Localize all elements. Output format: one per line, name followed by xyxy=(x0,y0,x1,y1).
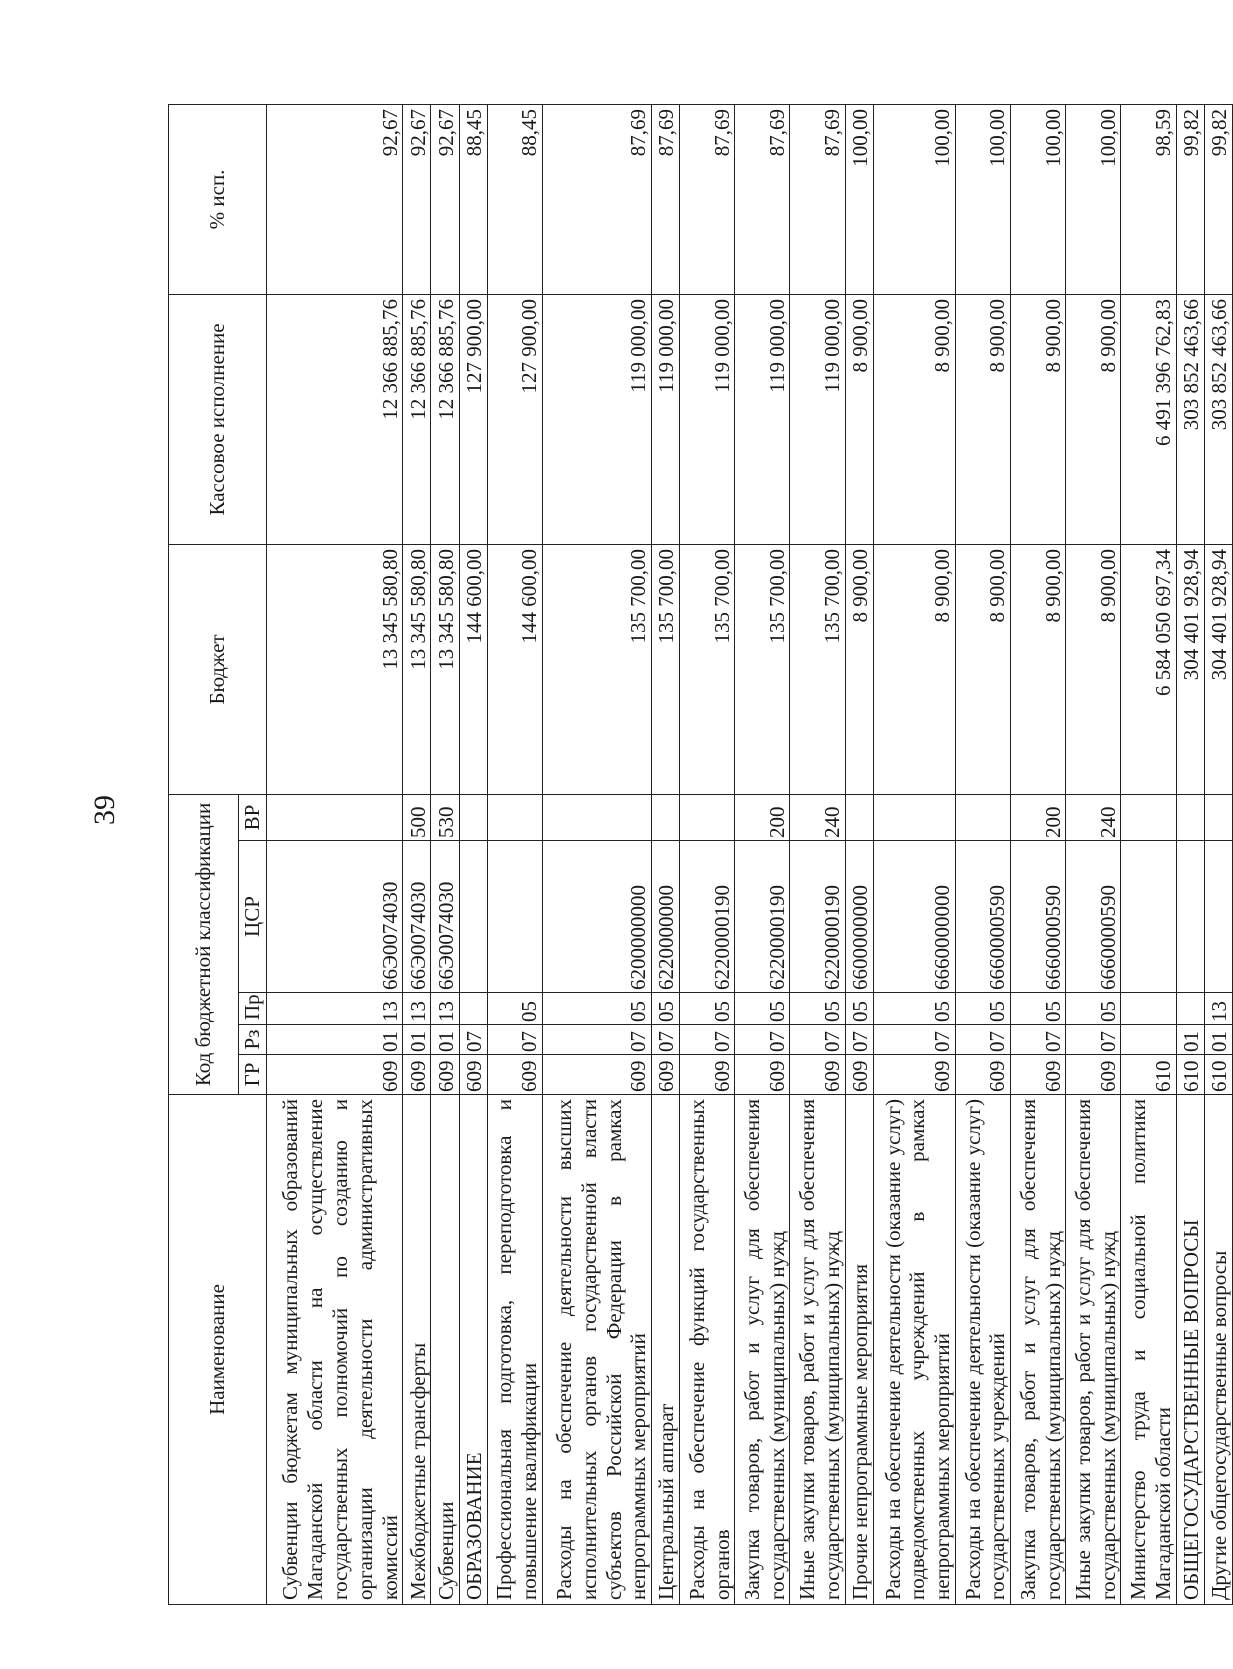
header-pct: % исп. xyxy=(169,104,267,294)
cell-rz: 01 xyxy=(431,1025,459,1055)
cell-pr: 05 xyxy=(542,993,651,1025)
cell-csr xyxy=(1121,841,1176,993)
cell-budget: 13 345 580,80 xyxy=(403,544,431,794)
cell-pr: 05 xyxy=(1011,993,1066,1025)
cell-csr: 6660000000 xyxy=(873,841,955,993)
cell-vr xyxy=(680,794,735,840)
page-number: 39 xyxy=(88,795,121,825)
cell-budget: 6 584 050 697,34 xyxy=(1121,544,1176,794)
cell-budget: 8 900,00 xyxy=(873,544,955,794)
table-row xyxy=(1176,104,1204,1604)
cell-vr xyxy=(955,794,1010,840)
table-row xyxy=(403,104,431,1604)
cell-cash: 127 900,00 xyxy=(459,294,487,544)
cell-budget: 13 345 580,80 xyxy=(267,544,403,794)
cell-name: Расходы на обеспечение функций государственных органов xyxy=(680,1095,735,1605)
cell-name: Закупка товаров, работ и услуг для обеспечения государственных (муниципальных) нужд xyxy=(735,1095,790,1605)
cell-pct: 87,69 xyxy=(790,104,845,294)
table-row xyxy=(955,104,1010,1604)
cell-name: Центральный аппарат xyxy=(652,1095,680,1605)
table-row xyxy=(680,104,735,1604)
cell-rz: 07 xyxy=(652,1025,680,1055)
cell-rz: 07 xyxy=(487,1025,542,1055)
cell-pct: 100,00 xyxy=(845,104,873,294)
cell-budget: 8 900,00 xyxy=(845,544,873,794)
cell-csr: 66Э0074030 xyxy=(267,841,403,993)
cell-pct: 87,69 xyxy=(542,104,651,294)
cell-csr: 6220000000 xyxy=(652,841,680,993)
cell-cash: 12 366 885,76 xyxy=(267,294,403,544)
cell-gr: 609 xyxy=(542,1055,651,1095)
cell-gr: 609 xyxy=(459,1055,487,1095)
table-row xyxy=(652,104,680,1604)
cell-cash: 6 491 396 762,83 xyxy=(1121,294,1176,544)
cell-cash: 8 900,00 xyxy=(873,294,955,544)
cell-pct: 87,69 xyxy=(652,104,680,294)
cell-pr xyxy=(1121,993,1176,1025)
cell-name: ОБЩЕГОСУДАРСТВЕННЫЕ ВОПРОСЫ xyxy=(1176,1095,1204,1605)
cell-rz: 07 xyxy=(1011,1025,1066,1055)
cell-csr: 6220000190 xyxy=(790,841,845,993)
cell-vr: 240 xyxy=(1066,794,1121,840)
cell-pct: 100,00 xyxy=(1066,104,1121,294)
cell-pr: 05 xyxy=(790,993,845,1025)
cell-pct: 88,45 xyxy=(459,104,487,294)
cell-vr xyxy=(1176,794,1204,840)
cell-budget: 144 600,00 xyxy=(459,544,487,794)
table-row xyxy=(1204,104,1232,1604)
cell-gr: 609 xyxy=(431,1055,459,1095)
cell-pr: 13 xyxy=(403,993,431,1025)
cell-name: Закупка товаров, работ и услуг для обеспечения государственных (муниципальных) нужд xyxy=(1011,1095,1066,1605)
cell-gr: 609 xyxy=(652,1055,680,1095)
cell-csr: 66Э0074030 xyxy=(403,841,431,993)
table-row xyxy=(845,104,873,1604)
cell-name: ОБРАЗОВАНИЕ xyxy=(459,1095,487,1605)
cell-csr: 6220000190 xyxy=(735,841,790,993)
cell-pr: 13 xyxy=(267,993,403,1025)
cell-pr: 13 xyxy=(1204,993,1232,1025)
table-row xyxy=(1011,104,1066,1604)
cell-budget: 8 900,00 xyxy=(955,544,1010,794)
cell-budget: 135 700,00 xyxy=(542,544,651,794)
cell-pr: 05 xyxy=(487,993,542,1025)
cell-csr xyxy=(487,841,542,993)
cell-rz: 07 xyxy=(1066,1025,1121,1055)
table-row xyxy=(459,104,487,1604)
cell-budget: 8 900,00 xyxy=(1011,544,1066,794)
table-row xyxy=(1066,104,1121,1604)
cell-csr: 6220000190 xyxy=(680,841,735,993)
cell-gr: 609 xyxy=(487,1055,542,1095)
cell-budget: 8 900,00 xyxy=(1066,544,1121,794)
cell-rz: 07 xyxy=(459,1025,487,1055)
header-code-group: Код бюджетной классификации xyxy=(169,794,239,1094)
cell-csr: 66Э0074030 xyxy=(431,841,459,993)
cell-gr: 610 xyxy=(1204,1055,1232,1095)
cell-cash: 8 900,00 xyxy=(1066,294,1121,544)
cell-vr xyxy=(487,794,542,840)
cell-gr: 609 xyxy=(873,1055,955,1095)
cell-cash: 119 000,00 xyxy=(790,294,845,544)
cell-vr xyxy=(652,794,680,840)
cell-pr: 05 xyxy=(680,993,735,1025)
cell-vr xyxy=(267,794,403,840)
cell-budget: 304 401 928,94 xyxy=(1204,544,1232,794)
table-row xyxy=(542,104,651,1604)
table-row xyxy=(431,104,459,1604)
cell-vr: 200 xyxy=(1011,794,1066,840)
cell-rz: 07 xyxy=(873,1025,955,1055)
cell-name: Министерство труда и социальной политики Магаданской области xyxy=(1121,1095,1176,1605)
cell-vr xyxy=(1204,794,1232,840)
header-rz: Рз xyxy=(239,1025,267,1055)
cell-pr: 05 xyxy=(735,993,790,1025)
cell-name: Иные закупки товаров, работ и услуг для обеспечения государственных (муниципальных) нужд xyxy=(790,1095,845,1605)
cell-rz: 07 xyxy=(845,1025,873,1055)
cell-name: Расходы на обеспечение деятельности (оказание услуг) государственных учреждений xyxy=(955,1095,1010,1605)
cell-rz: 07 xyxy=(680,1025,735,1055)
table-header xyxy=(169,104,267,1604)
cell-name: Другие общегосударственные вопросы xyxy=(1204,1095,1232,1605)
cell-csr xyxy=(1204,841,1232,993)
cell-pct: 98,59 xyxy=(1121,104,1176,294)
cell-gr: 610 xyxy=(1121,1055,1176,1095)
cell-pct: 100,00 xyxy=(955,104,1010,294)
cell-pr: 13 xyxy=(431,993,459,1025)
budget-table xyxy=(168,104,1233,1605)
cell-rz: 07 xyxy=(955,1025,1010,1055)
table-row xyxy=(735,104,790,1604)
cell-name: Профессиональная подготовка, переподготовка и повышение квалификации xyxy=(487,1095,542,1605)
cell-gr: 609 xyxy=(955,1055,1010,1095)
cell-rz: 07 xyxy=(542,1025,651,1055)
cell-gr: 609 xyxy=(1066,1055,1121,1095)
cell-pct: 100,00 xyxy=(1011,104,1066,294)
cell-vr: 200 xyxy=(735,794,790,840)
cell-pr: 05 xyxy=(955,993,1010,1025)
cell-csr: 6600000000 xyxy=(845,841,873,993)
cell-csr: 6200000000 xyxy=(542,841,651,993)
cell-name: Межбюджетные трансферты xyxy=(403,1095,431,1605)
header-cash: Кассовое исполнение xyxy=(169,294,267,544)
cell-cash: 12 366 885,76 xyxy=(431,294,459,544)
cell-pr: 05 xyxy=(845,993,873,1025)
cell-gr: 610 xyxy=(1176,1055,1204,1095)
cell-cash: 127 900,00 xyxy=(487,294,542,544)
cell-rz: 01 xyxy=(1204,1025,1232,1055)
cell-pr: 05 xyxy=(652,993,680,1025)
cell-vr xyxy=(1121,794,1176,840)
cell-csr xyxy=(1176,841,1204,993)
cell-csr xyxy=(459,841,487,993)
cell-cash: 119 000,00 xyxy=(680,294,735,544)
cell-gr: 609 xyxy=(680,1055,735,1095)
cell-pct: 99,82 xyxy=(1204,104,1232,294)
header-csr: ЦСР xyxy=(239,841,267,993)
cell-pct: 87,69 xyxy=(680,104,735,294)
cell-budget: 304 401 928,94 xyxy=(1176,544,1204,794)
cell-budget: 135 700,00 xyxy=(790,544,845,794)
cell-gr: 609 xyxy=(403,1055,431,1095)
cell-rz: 01 xyxy=(1176,1025,1204,1055)
header-name: Наименование xyxy=(169,1095,267,1605)
table-row xyxy=(1121,104,1176,1604)
cell-name: Расходы на обеспечение деятельности высших исполнительных органов государственной власти субъектов Российской Федерации в рамках непрограммных мероприятий xyxy=(542,1095,651,1605)
cell-budget: 13 345 580,80 xyxy=(431,544,459,794)
cell-budget: 144 600,00 xyxy=(487,544,542,794)
cell-csr: 6660000590 xyxy=(1066,841,1121,993)
cell-pct: 99,82 xyxy=(1176,104,1204,294)
cell-cash: 8 900,00 xyxy=(1011,294,1066,544)
cell-gr: 609 xyxy=(790,1055,845,1095)
cell-csr: 6660000590 xyxy=(955,841,1010,993)
cell-vr: 530 xyxy=(431,794,459,840)
header-vr: ВР xyxy=(239,794,267,840)
cell-pct: 88,45 xyxy=(487,104,542,294)
cell-gr: 609 xyxy=(845,1055,873,1095)
cell-vr xyxy=(873,794,955,840)
cell-rz: 07 xyxy=(735,1025,790,1055)
cell-budget: 135 700,00 xyxy=(680,544,735,794)
header-gr: ГР xyxy=(239,1055,267,1095)
table-row xyxy=(873,104,955,1604)
cell-gr: 609 xyxy=(1011,1055,1066,1095)
cell-pr: 05 xyxy=(873,993,955,1025)
table-row xyxy=(487,104,542,1604)
cell-gr: 609 xyxy=(735,1055,790,1095)
cell-cash: 303 852 463,66 xyxy=(1204,294,1232,544)
header-pr: Пр xyxy=(239,993,267,1025)
cell-pct: 92,67 xyxy=(431,104,459,294)
cell-cash: 8 900,00 xyxy=(845,294,873,544)
cell-rz: 01 xyxy=(403,1025,431,1055)
cell-rz: 01 xyxy=(267,1025,403,1055)
cell-cash: 12 366 885,76 xyxy=(403,294,431,544)
cell-pct: 87,69 xyxy=(735,104,790,294)
cell-cash: 119 000,00 xyxy=(735,294,790,544)
table-row xyxy=(790,104,845,1604)
cell-cash: 119 000,00 xyxy=(652,294,680,544)
cell-pr: 05 xyxy=(1066,993,1121,1025)
cell-pct: 92,67 xyxy=(267,104,403,294)
cell-cash: 8 900,00 xyxy=(955,294,1010,544)
cell-gr: 609 xyxy=(267,1055,403,1095)
cell-budget: 135 700,00 xyxy=(652,544,680,794)
cell-vr: 240 xyxy=(790,794,845,840)
cell-cash: 119 000,00 xyxy=(542,294,651,544)
cell-vr xyxy=(845,794,873,840)
cell-name: Субвенции бюджетам муниципальных образований Магаданской области на осуществление государственных полномочий по созданию и организации деятельности административных комиссий xyxy=(267,1095,403,1605)
cell-pr xyxy=(459,993,487,1025)
table-row xyxy=(267,104,403,1604)
rotated-page-content xyxy=(168,105,1233,1605)
cell-vr xyxy=(459,794,487,840)
cell-rz: 07 xyxy=(790,1025,845,1055)
cell-csr: 6660000590 xyxy=(1011,841,1066,993)
cell-pct: 100,00 xyxy=(873,104,955,294)
cell-pr xyxy=(1176,993,1204,1025)
cell-rz xyxy=(1121,1025,1176,1055)
cell-vr xyxy=(542,794,651,840)
header-budget: Бюджет xyxy=(169,544,267,794)
cell-vr: 500 xyxy=(403,794,431,840)
cell-cash: 303 852 463,66 xyxy=(1176,294,1204,544)
cell-budget: 135 700,00 xyxy=(735,544,790,794)
cell-name: Прочие непрограммные мероприятия xyxy=(845,1095,873,1605)
table-body xyxy=(267,104,1233,1604)
cell-name: Субвенции xyxy=(431,1095,459,1605)
cell-pct: 92,67 xyxy=(403,104,431,294)
cell-name: Расходы на обеспечение деятельности (оказание услуг) подведомственных учреждений в рамках непрограммных мероприятий xyxy=(873,1095,955,1605)
cell-name: Иные закупки товаров, работ и услуг для обеспечения государственных (муниципальных) нужд xyxy=(1066,1095,1121,1605)
